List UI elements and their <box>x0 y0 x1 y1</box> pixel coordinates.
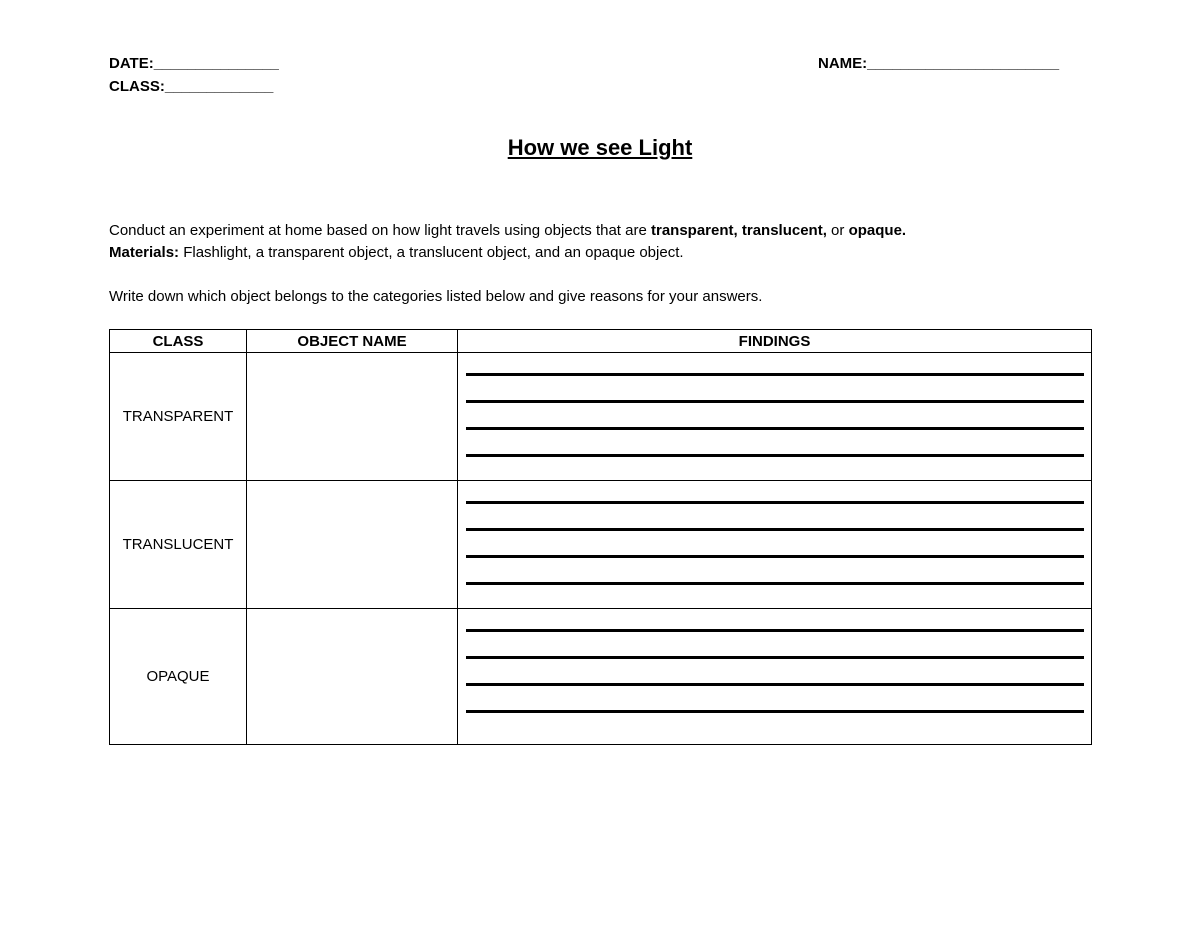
header-findings: FINDINGS <box>458 330 1092 353</box>
writing-line <box>466 501 1084 504</box>
findings-table <box>109 329 1092 745</box>
intro-text: Conduct an experiment at home based on how light travels using objects that are <box>109 222 651 239</box>
header-class: CLASS <box>110 330 247 353</box>
writing-lines <box>458 353 1091 457</box>
intro-term-opaque: opaque. <box>848 222 907 239</box>
intro-text-or: or <box>826 222 849 239</box>
writing-line <box>466 656 1084 659</box>
findings-cell[interactable] <box>458 481 1092 609</box>
instruction-paragraph: Write down which object belongs to the categories listed below and give reasons for your answers. <box>109 288 763 305</box>
writing-lines <box>458 609 1091 713</box>
writing-line <box>466 555 1084 558</box>
table-row <box>110 609 1092 745</box>
writing-line <box>466 427 1084 430</box>
table-row <box>110 353 1092 481</box>
name-field: NAME:_______________________ <box>818 55 1060 72</box>
intro-term-transparent: transparent, translucent, <box>651 222 827 239</box>
intro-paragraph <box>109 222 906 239</box>
materials-label: Materials: <box>109 244 180 261</box>
object-name-cell[interactable] <box>247 609 458 745</box>
writing-line <box>466 373 1084 376</box>
class-field: CLASS:_____________ <box>109 78 274 95</box>
worksheet-title: How we see Light <box>507 135 693 160</box>
writing-line <box>466 683 1084 686</box>
writing-line <box>466 400 1084 403</box>
date-field: DATE:_______________ <box>109 55 279 72</box>
writing-lines <box>458 481 1091 585</box>
object-name-cell[interactable] <box>247 481 458 609</box>
writing-line <box>466 629 1084 632</box>
materials-paragraph <box>109 244 684 261</box>
materials-text: Flashlight, a transparent object, a translucent object, and an opaque object. <box>179 244 684 261</box>
table-row <box>110 481 1092 609</box>
findings-cell[interactable] <box>458 353 1092 481</box>
writing-line <box>466 582 1084 585</box>
writing-line <box>466 528 1084 531</box>
writing-line <box>466 454 1084 457</box>
object-name-cell[interactable] <box>247 353 458 481</box>
writing-line <box>466 710 1084 713</box>
class-cell: TRANSPARENT <box>110 353 247 481</box>
class-cell: OPAQUE <box>110 609 247 745</box>
header-object-name: OBJECT NAME <box>247 330 458 353</box>
class-cell: TRANSLUCENT <box>110 481 247 609</box>
findings-cell[interactable] <box>458 609 1092 745</box>
table-header-row <box>110 330 1092 353</box>
